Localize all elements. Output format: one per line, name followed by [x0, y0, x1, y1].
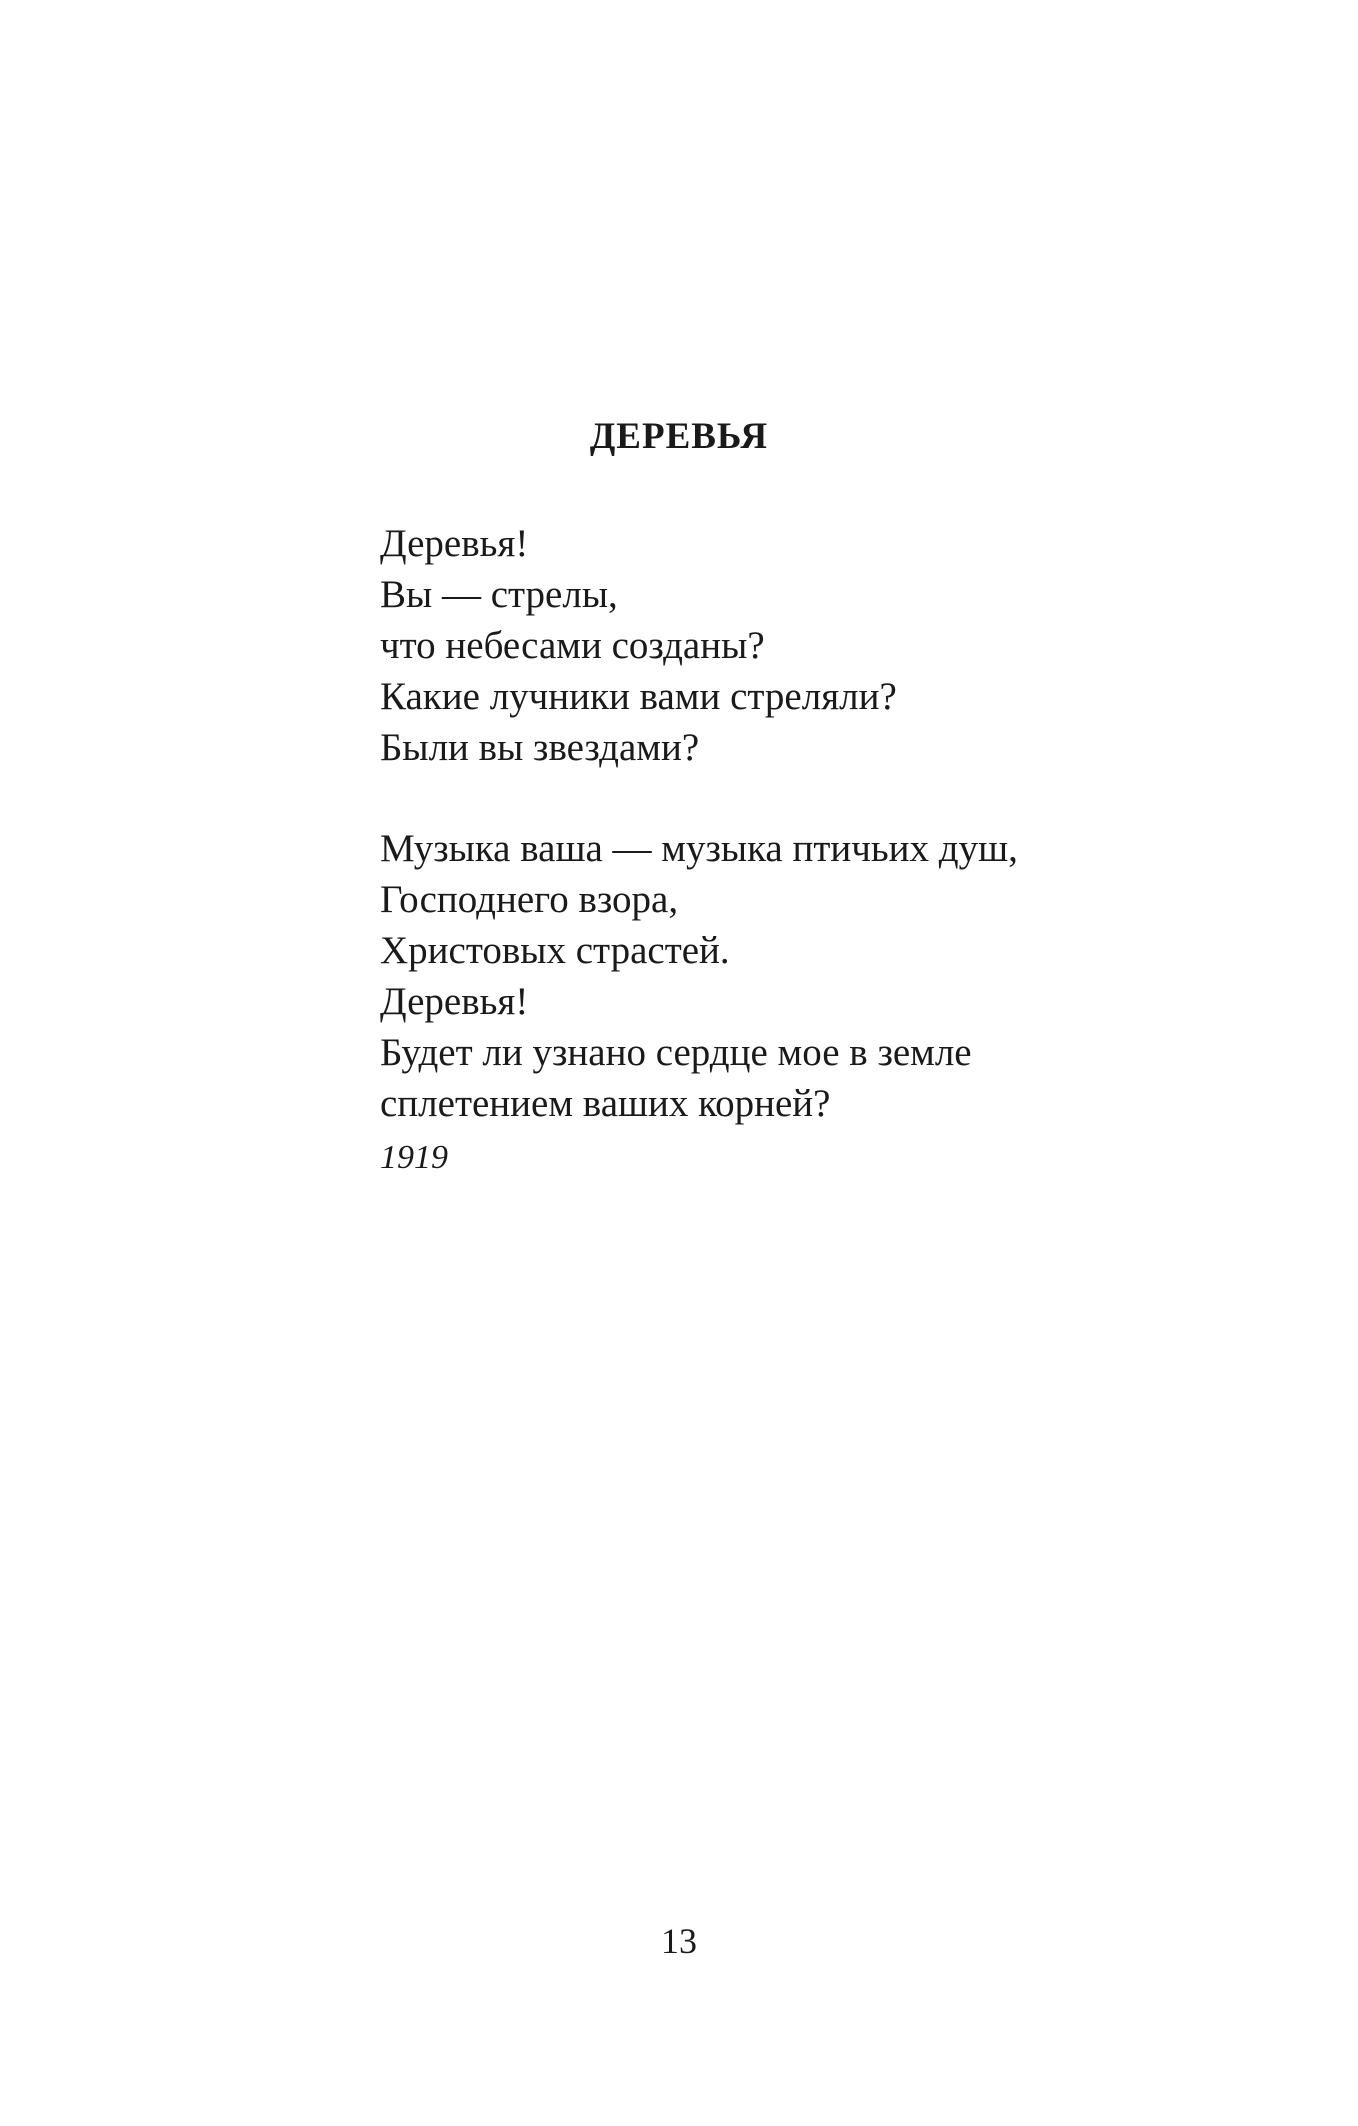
poem-line: Будет ли узнано сердце мое в земле [380, 1031, 972, 1074]
poem-line: Музыка ваша — музыка птичьих душ, [380, 827, 1018, 870]
poem-line: Деревья! [380, 980, 529, 1023]
poem-date: 1919 [380, 1139, 448, 1176]
poem-body [380, 518, 1280, 1183]
poem-line: Какие лучники вами стреляли? [380, 675, 897, 718]
poem-line: сплетением ваших корней? [380, 1082, 831, 1125]
poem-line: что небесами созданы? [380, 624, 765, 667]
poem-line: Вы — стрелы, [380, 573, 618, 616]
poem-line: Господнего взора, [380, 878, 679, 921]
page-number: 13 [661, 1921, 697, 1961]
poem-line: Христовых страстей. [380, 929, 730, 972]
poem-line: Были вы звездами? [380, 726, 700, 769]
stanza-2 [380, 823, 1280, 1129]
poem-title: ДЕРЕВЬЯ [589, 416, 769, 457]
stanza-1 [380, 518, 1280, 773]
poem-line: Деревья! [380, 522, 529, 565]
